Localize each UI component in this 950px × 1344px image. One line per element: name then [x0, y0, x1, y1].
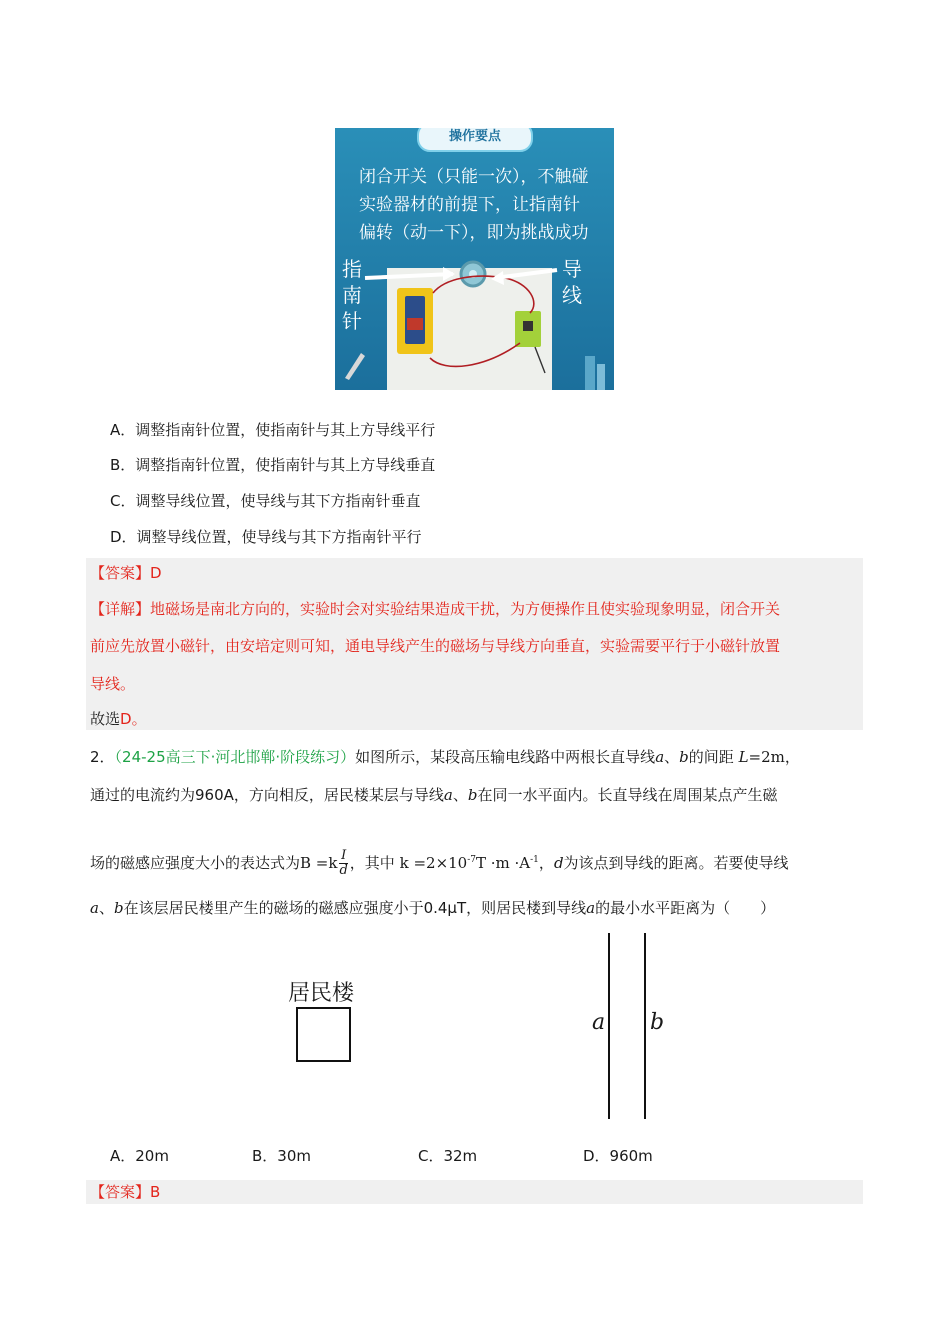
q2-option-b: B．30m — [252, 1147, 311, 1165]
q1-option-d: D．调整导线位置，使导线与其下方指南针平行 — [110, 528, 422, 546]
q2-option-c: C．32m — [418, 1147, 478, 1165]
q1-option-b: B．调整指南针位置，使指南针与其上方导线垂直 — [110, 456, 436, 474]
q1-conclusion: 故选D。 — [90, 710, 147, 728]
wire-b-label: b — [650, 1010, 665, 1035]
q2-line-2: 通过的电流约为960A，方向相反，居民楼某层与导线a、b在同一水平面内。长直导线在周围某点产生磁 — [90, 786, 778, 804]
building-box — [296, 1007, 351, 1062]
q2-answer: 【答案】B — [90, 1183, 161, 1201]
photo-label-compass: 指 — [342, 257, 362, 281]
q2-line-1: 2．（24-25高三下·河北邯郸·阶段练习）如图所示，某段高压输电线路中两根长直导线a、b的间距 L=2m， — [90, 748, 800, 766]
photo-label-compass: 针 — [342, 309, 362, 333]
photo-text-line: 偏转（动一下），即为挑战成功 — [359, 223, 589, 243]
photo-banner: 操作要点 — [417, 128, 533, 152]
experiment-photo — [335, 128, 614, 390]
photo-label-wire: 线 — [562, 283, 582, 307]
photo-label-compass: 南 — [342, 283, 362, 307]
q2-line-4: a、b在该层居民楼里产生的磁场的磁感应强度小于0.4μT，则居民楼到导线a的最小水平距离为（ ） — [90, 899, 776, 917]
formula-fraction: $\frac{I}{d}$ — [339, 848, 348, 878]
q1-detail-line: 导线。 — [90, 675, 136, 693]
photo-label-wire: 导 — [562, 257, 582, 281]
photo-text-line: 实验器材的前提下，让指南针 — [359, 195, 580, 215]
q2-source: （24-25高三下·河北邯郸·阶段练习） — [114, 748, 356, 766]
q2-option-d: D．960m — [583, 1147, 653, 1165]
wire-a-line — [608, 933, 610, 1119]
q1-option-a: A．调整指南针位置，使指南针与其上方导线平行 — [110, 421, 436, 439]
q1-detail-line: 前应先放置小磁针，由安培定则可知，通电导线产生的磁场与导线方向垂直，实验需要平行于小磁针放置 — [90, 637, 781, 655]
q2-answer-box — [86, 1180, 863, 1204]
q1-detail-line: 【详解】地磁场是南北方向的，实验时会对实验结果造成干扰，为方便操作且使实验现象明显，闭合开关 — [90, 600, 781, 618]
photo-illustration — [335, 128, 614, 390]
wire-a-label: a — [592, 1010, 606, 1035]
q1-answer: 【答案】D — [90, 564, 162, 582]
building-label: 居民楼 — [288, 981, 355, 1006]
q2-line-3: 场的磁感应强度大小的表达式为B =k $\frac{I}{d}$ ，其中 $k =2\times 10^{-7}T \cdot m \cdot A^{-1}$，d为该点到导线的距离。若要使导线 — [90, 848, 789, 878]
photo-text-line: 闭合开关（只能一次），不触碰 — [359, 167, 589, 187]
wire-b-line — [644, 933, 646, 1119]
q2-option-a: A．20m — [110, 1147, 169, 1165]
q1-option-c: C．调整导线位置，使导线与其下方指南针垂直 — [110, 492, 421, 510]
